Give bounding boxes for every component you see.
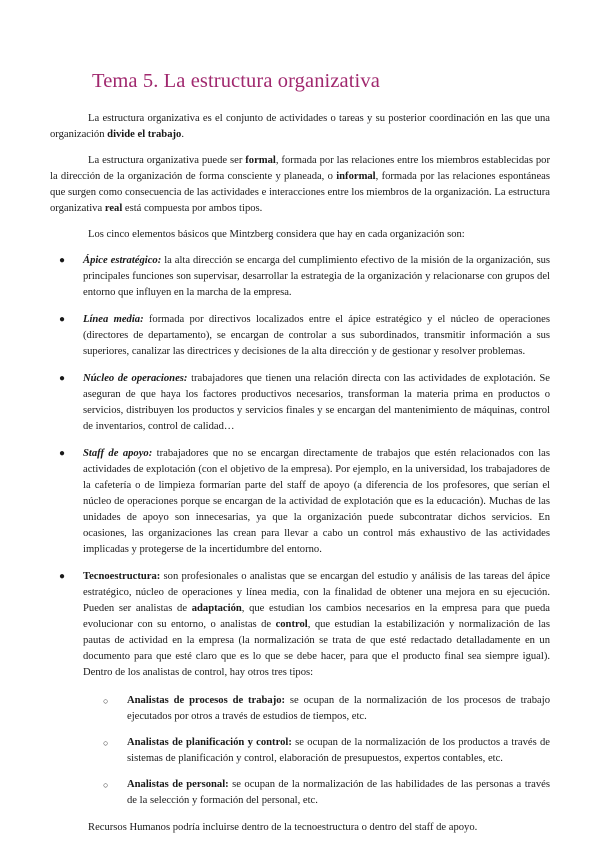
item-text: formada por directivos localizados entre el ápice estratégico y el núcleo de operaciones (directores de departamento), se encargan de controlar a sus subordinados, transmitir información a sus superiores, canalizar las directrices y decisiones de la alta dirección y de gestionar y resolver problemas. (83, 314, 550, 357)
sub-term: Analistas de personal: (127, 779, 229, 790)
emphasis-divide: divide el trabajo (107, 129, 182, 140)
item-term: Tecnoestructura: (83, 571, 161, 582)
sub-text: se ocupan de la normalización de los productos a través de sistemas de planificación y control, elaboración de presupuestos, expertos contables, etc. (127, 737, 550, 764)
list-item (50, 253, 550, 301)
bullet-icon: ● (59, 373, 66, 384)
item-text: son profesionales o analistas que se encargan del estudio y análisis de las tareas del ápice estratégico, núcleo de operaciones y línea media, con la finalidad de obtener una mejora en su ejecución. Pueden ser analistas de (83, 571, 550, 614)
item-text: , que estudian los cambios necesarios en la empresa para que pueda evolucionar con su entorno, o analistas de (83, 603, 550, 630)
item-text: , que estudian la estabilización y normalización de las pautas de actividad en la empresa (la normalización se trata de que esté redactado detalladamente en un documento para que esté claro que es lo que se debe hacer, para que el producto final sea siempre igual). Dentro de los analistas de control, hay otros tres tipos: (83, 619, 551, 678)
bullet-icon: ● (59, 448, 66, 459)
item-term: Línea media: (83, 314, 144, 325)
circle-bullet-icon: ○ (103, 696, 109, 706)
item-term: Staff de apoyo: (83, 448, 153, 459)
text-run: La estructura organizativa es el conjunto de actividades o tareas y su posterior coordinación en las que una organización (50, 113, 550, 140)
item-term: Núcleo de operaciones: (83, 373, 188, 384)
list-item (50, 371, 550, 435)
emphasis-formal: formal (245, 155, 276, 166)
elements-list (50, 253, 550, 809)
emphasis-control: control (275, 619, 308, 630)
sublist-item (83, 735, 550, 767)
analysts-sublist (83, 693, 550, 809)
list-item (50, 446, 550, 558)
emphasis-real: real (104, 203, 123, 214)
circle-bullet-icon: ○ (103, 780, 109, 790)
list-item (50, 569, 550, 809)
item-text: la alta dirección se encarga del cumplimiento efectivo de la misión de la organización, sus principales funciones son supervisar, desarrollar la estrategia de la organización y relacionarse con grupos del entorno que influyen en la marcha de la empresa. (83, 255, 550, 298)
list-item (50, 312, 550, 360)
emphasis-informal: informal (336, 171, 376, 182)
text-run: , formada por las relaciones espontáneas que surgen como consecuencia de las actividades e interacciones entre los miembros de la organización. La estructura organizativa (50, 171, 551, 214)
circle-bullet-icon: ○ (103, 738, 109, 748)
bullet-icon: ● (59, 571, 66, 582)
item-text: trabajadores que tienen una relación directa con las actividades de explotación. Se aseguran de que haya los factores productivos necesarios, transforman la materia prima en productos o servicios, distribuyen los productos y servicios finales y se encargan del mantenimiento de máquinas, control de inventarios, control de calidad… (83, 373, 550, 432)
text-run: está compuesta por ambos tipos. (122, 203, 263, 214)
item-text: trabajadores que no se encargan directamente de trabajos que estén relacionados con las actividades de explotación (con el objetivo de la empresa). Por ejemplo, en la universidad, los trabajadores de la cafetería o de limpieza formarían parte del staff de apoyo (a diferencia de los profesores, que serían el núcleo de operaciones porque se encargan de la actividad de explotación que es la educación). Muchas de las unidades de apoyo son innecesarias, ya que la organización puede subcontratar dichos servicios. En ocasiones, las organizaciones las crean para llevar a cabo un control más exhaustivo de las actividades implicadas y protegerse de la incertidumbre del entorno. (83, 448, 550, 555)
text-run: . (181, 129, 184, 140)
page-title: Tema 5. La estructura organizativa (92, 70, 380, 92)
sublist-item (83, 777, 550, 809)
bullet-icon: ● (59, 255, 66, 266)
sub-term: Analistas de procesos de trabajo: (127, 695, 286, 706)
item-term: Ápice estratégico: (83, 255, 162, 266)
sublist-item (83, 693, 550, 725)
bullet-icon: ● (59, 314, 66, 325)
intro-paragraph-1 (50, 111, 550, 143)
sub-text: se ocupan de la normalización de los procesos de trabajo ejecutados por otros a través de estudios de tiempos, etc. (127, 695, 550, 722)
text-run: La estructura organizativa puede ser (88, 155, 246, 166)
intro-paragraph-3: Los cinco elementos básicos que Mintzberg considera que hay en cada organización son: (88, 229, 465, 240)
text-run: , formada por las relaciones entre los miembros establecidas por la dirección de la organización de forma consciente y planeada, o (50, 155, 550, 182)
intro-paragraph-2 (50, 153, 550, 217)
sub-text: se ocupan de la normalización de las habilidades de las personas a través de la selección y formación del personal, etc. (127, 779, 550, 806)
sub-term: Analistas de planificación y control: (127, 737, 292, 748)
closing-paragraph: Recursos Humanos podría incluirse dentro de la tecnoestructura o dentro del staff de apoyo. (88, 822, 478, 833)
emphasis-adaptacion: adaptación (191, 603, 242, 614)
